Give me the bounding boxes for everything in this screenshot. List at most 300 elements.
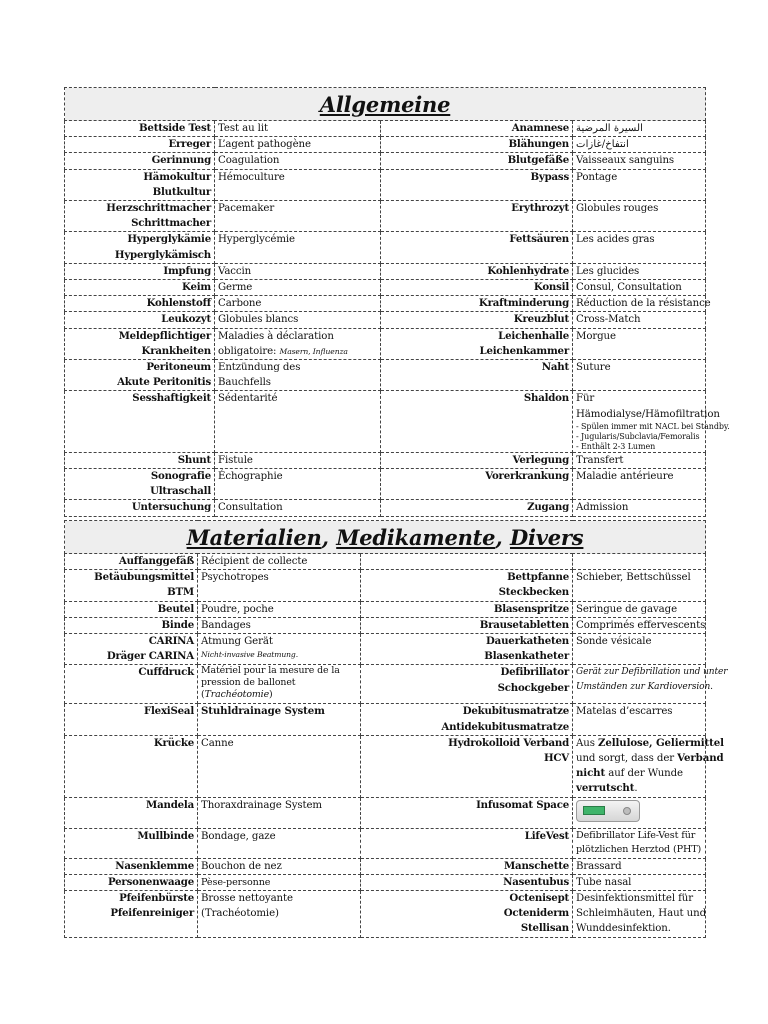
term-cell: [361, 665, 573, 704]
term-cell: [381, 280, 573, 296]
translation-text: Maladies à déclaration: [218, 330, 334, 342]
term-cell: [361, 601, 573, 617]
term-text: Infusomat Space: [476, 798, 569, 811]
section-title-row: [65, 88, 706, 121]
translation-text: Entzündung des: [218, 362, 301, 374]
term-cell: [361, 704, 573, 735]
term-text: Shaldon: [523, 392, 569, 405]
term-cell: [65, 312, 215, 328]
hcv-segment: Verband: [677, 752, 724, 765]
section-title: Allgemeine: [319, 91, 451, 117]
translation-cell: [573, 137, 706, 153]
shaldon-note: - Enthält 2-3 Lumen: [576, 441, 656, 451]
translation-text: Sédentarité: [218, 393, 278, 405]
glossary-row: [65, 500, 706, 516]
translation-text: Admission: [576, 502, 629, 514]
translation-cell: [573, 570, 706, 601]
translation-cell: [198, 704, 361, 735]
hcv-segment: Zellulose, Geliermittel: [598, 736, 724, 749]
term-text: Herzschrittmacher: [106, 202, 211, 215]
hcv-line: [576, 751, 724, 766]
translation-cell: [215, 296, 381, 312]
translation-cell: [573, 874, 706, 890]
term-cell: [361, 735, 573, 797]
translation-cell: [215, 328, 381, 359]
term-cell: [361, 570, 573, 601]
translation-cell: [215, 263, 381, 279]
translation-text: Les glucides: [576, 265, 640, 277]
term-text: Bypass: [530, 170, 569, 183]
translation-text: Transfert: [576, 454, 624, 466]
translation-text: Germe: [218, 282, 253, 294]
glossary-row: [65, 452, 706, 468]
term-text: Kohlenhydrate: [487, 264, 569, 277]
translation-text: Consul, Consultation: [576, 282, 682, 294]
translation-cell: [573, 634, 706, 665]
term-text: Antidekubitusmatratze: [441, 720, 569, 733]
term-text: Dekubitusmatratze: [462, 705, 569, 718]
translation-cell: [573, 169, 706, 200]
term-cell: [381, 121, 573, 137]
translation-cell: [215, 153, 381, 169]
term-cell: [361, 828, 573, 858]
glossary-row: [65, 828, 706, 858]
term-text: Betäubungsmittel: [94, 571, 194, 584]
translation-text: Thoraxdrainage System: [201, 799, 322, 811]
hcv-segment: auf der Wunde: [605, 768, 683, 780]
translation-text: Suture: [576, 362, 611, 374]
term-text: Binde: [161, 618, 194, 631]
translation-cell: [573, 735, 724, 797]
glossary-row: [65, 360, 706, 391]
pump-screen: [583, 806, 605, 815]
term-text: Erythrozyt: [511, 202, 569, 215]
glossary-row: [65, 296, 706, 312]
term-cell: [65, 665, 198, 704]
term-cell: [381, 263, 573, 279]
term-text: Verlegung: [512, 453, 569, 466]
translation-cell: [573, 328, 706, 359]
glossary-row: [65, 391, 706, 452]
translation-text: Comprimés effervescents: [576, 619, 706, 631]
translation-text: obligatoire: Masern, Influenza: [218, 345, 348, 357]
translation-cell: [215, 169, 381, 200]
translation-cell: [198, 665, 361, 704]
translation-cell: [573, 232, 706, 263]
translation-text: Test au lit: [218, 123, 268, 134]
glossary-row: [65, 858, 706, 874]
hcv-segment: Aus: [576, 737, 598, 749]
translation-text: Hämodialyse/Hämofiltration: [576, 408, 720, 420]
term-cell: [381, 232, 573, 263]
term-text: Schockgeber: [497, 681, 569, 694]
translation-cell: [573, 280, 706, 296]
term-text: Hyperglykämisch: [114, 248, 211, 261]
translation-cell: [198, 891, 361, 938]
translation-text: انتفاخ/غازات: [576, 139, 629, 151]
term-cell: [65, 121, 215, 137]
term-cell: [381, 328, 573, 359]
term-cell: [65, 469, 215, 500]
translation-text: Hémoculture: [218, 171, 285, 183]
term-text: Hämokultur: [143, 170, 211, 183]
translation-text: Matelas d’escarres: [576, 706, 673, 718]
glossary-row: [65, 704, 706, 735]
glossary-row: [65, 634, 706, 665]
translation-cell: [215, 312, 381, 328]
term-text: Impfung: [163, 264, 211, 277]
term-text: Nasenklemme: [115, 859, 194, 872]
translation-text: Carbone: [218, 298, 262, 310]
translation-cell: [573, 500, 706, 516]
term-cell: [65, 280, 215, 296]
term-text: Bettpfanne: [507, 571, 569, 584]
glossary-row: [65, 328, 706, 359]
term-cell: [65, 137, 215, 153]
translation-text: Cross-Match: [576, 314, 641, 326]
term-text: Naht: [541, 361, 569, 374]
translation-cell: [215, 500, 381, 516]
section-title-part: Divers: [509, 524, 584, 550]
translation-cell: [573, 360, 706, 391]
disease-examples-note: Masern, Influenza: [279, 346, 348, 356]
glossary-row: [65, 570, 706, 601]
glossary-row: [65, 469, 706, 500]
term-text: Blähungen: [508, 138, 569, 151]
translation-cell: [573, 263, 706, 279]
translation-text: Pontage: [576, 171, 618, 183]
glossary-row: [65, 665, 706, 704]
term-text: Blutkultur: [152, 185, 211, 198]
translation-text: Pacemaker: [218, 203, 275, 215]
translation-text: Globules rouges: [576, 203, 659, 215]
term-cell: [381, 201, 573, 232]
glossary-row: [65, 797, 706, 828]
translation-cell: [198, 735, 361, 797]
translation-text: Umständen zur Kardioversion.: [576, 682, 713, 693]
term-cell: [65, 391, 215, 452]
translation-cell: [573, 153, 706, 169]
term-text: Fettsäuren: [509, 233, 569, 246]
term-text: Manschette: [503, 859, 569, 872]
term-text: Gerinnung: [151, 154, 211, 167]
term-text: Brausetabletten: [479, 618, 569, 631]
translation-cell: [215, 469, 381, 500]
term-text: Anamnese: [511, 122, 569, 134]
translation-text: Morgue: [576, 330, 616, 342]
carina-note: Nicht-invasive Beatmung.: [201, 650, 299, 660]
translation-text: Vaccin: [218, 265, 252, 277]
term-cell: [361, 874, 573, 890]
translation-cell: [573, 858, 706, 874]
translation-text: Bauchfells: [218, 377, 271, 389]
section-title-sep: ,: [321, 524, 337, 550]
glossary-table-general: [64, 87, 730, 517]
term-cell: [381, 296, 573, 312]
translation-cell: [198, 634, 361, 665]
glossary-row: [65, 891, 706, 938]
term-text: Leichenkammer: [479, 344, 569, 357]
term-text: Hydrokolloid Verband: [448, 736, 569, 749]
term-text: FlexiSeal: [143, 705, 194, 718]
term-text: Sesshaftigkeit: [132, 392, 211, 405]
term-cell: [65, 328, 215, 359]
term-cell: [65, 232, 215, 263]
term-text: Personenwaage: [107, 875, 194, 888]
translation-text: Poudre, poche: [201, 603, 274, 615]
term-cell: [65, 874, 198, 890]
term-cell: [65, 617, 198, 633]
translation-cell: [215, 452, 381, 468]
term-cell: [65, 296, 215, 312]
translation-cell: [215, 232, 381, 263]
term-cell: [361, 634, 573, 665]
term-cell: [65, 169, 215, 200]
translation-text: plötzlichen Herztod (PHT): [576, 843, 702, 855]
translation-text: Schleimhäuten, Haut und: [576, 908, 707, 920]
translation-cell: [573, 601, 706, 617]
term-text: HCV: [543, 752, 569, 765]
term-text: Kohlenstoff: [146, 297, 211, 310]
translation-text: Bouchon de nez: [201, 860, 282, 872]
term-cell: [65, 500, 215, 516]
translation-text: Réduction de la résistance: [576, 298, 711, 310]
term-cell: [65, 828, 198, 858]
term-text: Stellisan: [520, 922, 569, 935]
term-text: Cuffdruck: [138, 666, 194, 679]
translation-text: Matériel pour la mesure de la: [201, 665, 340, 677]
glossary-row: [65, 554, 706, 570]
glossary-row: [65, 153, 706, 169]
translation-cell: [215, 280, 381, 296]
term-text: BTM: [167, 586, 194, 599]
term-text: Nasentubus: [503, 875, 569, 888]
translation-text: Tube nasal: [576, 876, 632, 888]
translation-cell: [573, 121, 706, 137]
term-cell: [361, 617, 573, 633]
pump-knob: [623, 807, 631, 815]
glossary-row: [65, 232, 706, 263]
term-text: Leichenhalle: [498, 329, 569, 342]
term-cell: [65, 601, 198, 617]
term-text: Blutgefäße: [507, 154, 569, 167]
hcv-segment: verrutscht: [576, 782, 635, 795]
translation-text: Für: [576, 393, 595, 405]
translation-cell: [198, 570, 361, 601]
term-text: Kraftminderung: [478, 297, 569, 310]
glossary-row: [65, 601, 706, 617]
term-cell: [65, 201, 215, 232]
term-cell: [381, 452, 573, 468]
translation-cell: [215, 360, 381, 391]
term-cell: [65, 452, 215, 468]
translation-cell: [198, 554, 361, 570]
term-text: Erreger: [168, 138, 211, 151]
cuff-note: Trachéotomie: [204, 689, 270, 701]
translation-text: Fistule: [218, 454, 253, 466]
translation-text: السيرة المرضية: [576, 123, 643, 134]
translation-text: (Trachéotomie): [201, 908, 279, 920]
term-cell: [381, 500, 573, 516]
term-text: Krankheiten: [141, 344, 211, 357]
term-text: Peritoneum: [146, 361, 211, 374]
term-cell: [65, 570, 198, 601]
term-cell: [65, 704, 198, 735]
translation-text: Échographie: [218, 471, 283, 483]
translation-text: Stuhldrainage System: [201, 705, 325, 718]
translation-text: Wunddesinfektion.: [576, 923, 671, 935]
translation-cell: [573, 704, 706, 735]
section-title-part: Medikamente: [336, 524, 496, 550]
term-text: Dauerkatheten: [486, 635, 569, 648]
glossary-table-materials: [64, 520, 728, 938]
hcv-line: [576, 766, 702, 781]
translation-text: Atmung Gerät: [201, 636, 273, 648]
term-text: Leukozyt: [161, 313, 211, 326]
term-text: LifeVest: [524, 829, 569, 842]
term-cell: [381, 391, 573, 452]
translation-text: Maladie antérieure: [576, 471, 674, 483]
term-text: Schrittmacher: [131, 217, 211, 230]
term-cell: [381, 137, 573, 153]
glossary-row: [65, 169, 706, 200]
translation-text: Récipient de collecte: [201, 556, 308, 567]
section-title-part: Materialien: [186, 524, 322, 550]
term-text: Konsil: [533, 281, 569, 294]
term-cell: [65, 634, 198, 665]
translation-text: Seringue de gavage: [576, 603, 678, 615]
term-text: Ultraschall: [150, 485, 211, 498]
translation-cell: [198, 797, 361, 828]
translation-cell: [198, 858, 361, 874]
section-title-sep: ,: [495, 524, 510, 550]
term-cell: [65, 554, 198, 570]
term-cell: [65, 263, 215, 279]
term-cell: [361, 858, 573, 874]
translation-text: Desinfektionsmittel für: [576, 893, 694, 905]
term-cell: [381, 469, 573, 500]
term-text: Defibrillator: [500, 666, 569, 679]
translation-text: Psychotropes: [201, 572, 269, 584]
translation-cell: [573, 201, 706, 232]
hcv-line: [576, 736, 724, 751]
hcv-segment: und sorgt, dass der: [576, 753, 678, 765]
glossary-row: [65, 874, 706, 890]
infusion-pump-icon: [576, 800, 640, 822]
translation-cell: [198, 874, 361, 890]
term-text: Beutel: [157, 602, 194, 615]
term-cell: [381, 312, 573, 328]
term-text: Zugang: [527, 501, 569, 514]
term-cell: [381, 360, 573, 391]
translation-cell: [215, 137, 381, 153]
term-text: Auffanggefäß: [118, 555, 194, 567]
translation-cell: [573, 312, 706, 328]
translation-cell: [573, 665, 728, 704]
term-cell: [381, 169, 573, 200]
term-text: Blasenspritze: [493, 602, 569, 615]
translation-text: Pèse-personne: [201, 876, 271, 888]
translation-cell: [198, 601, 361, 617]
term-text: Vorerkrankung: [485, 470, 569, 483]
hcv-line: [576, 781, 702, 796]
term-cell: [381, 153, 573, 169]
term-text: CARINA: [148, 635, 194, 648]
term-text: Dräger CARINA: [106, 650, 194, 663]
term-text: Octeniderm: [503, 907, 569, 920]
section-title-row: [65, 521, 706, 554]
term-text: Kreuzblut: [513, 313, 569, 326]
translation-text: Sonde vésicale: [576, 636, 652, 648]
translation-cell: [573, 391, 730, 452]
translation-text: Vaisseaux sanguins: [576, 155, 675, 167]
translation-cell: [573, 828, 706, 858]
glossary-row: [65, 137, 706, 153]
translation-cell: [573, 296, 711, 312]
translation-cell: [573, 891, 706, 938]
translation-text: Coagulation: [218, 155, 280, 167]
hcv-segment: .: [634, 783, 638, 795]
term-text: Krücke: [153, 736, 194, 749]
term-text: Mullbinde: [137, 829, 194, 842]
term-cell: [65, 735, 198, 797]
translation-text: Gerät zur Defibrillation und unter: [576, 667, 728, 678]
translation-text: Brosse nettoyante: [201, 893, 293, 905]
term-cell: [65, 891, 198, 938]
glossary-row: [65, 735, 706, 797]
term-text: Octenisept: [509, 892, 569, 905]
translation-cell: [215, 201, 381, 232]
translation-cell: [198, 828, 361, 858]
translation-text: Canne: [201, 737, 234, 749]
translation-cell: [198, 617, 361, 633]
term-cell: [361, 891, 573, 938]
term-text: Akute Peritonitis: [117, 376, 211, 389]
translation-text: Schieber, Bettschüssel: [576, 572, 691, 584]
translation-text: Bondage, gaze: [201, 830, 276, 842]
term-text: Keim: [182, 281, 211, 294]
term-text: Hyperglykämie: [127, 233, 211, 246]
glossary-row: [65, 201, 706, 232]
translation-text: Bandages: [201, 619, 251, 631]
term-cell: [65, 153, 215, 169]
term-text: Meldepflichtiger: [118, 329, 211, 342]
glossary-row: [65, 121, 706, 137]
term-cell: [361, 797, 573, 828]
translation-text: Hyperglycémie: [218, 234, 295, 246]
translation-cell: [573, 554, 706, 570]
term-cell: [65, 360, 215, 391]
translation-cell: [573, 617, 706, 633]
term-text: Untersuchung: [131, 501, 211, 514]
term-text: Sonografie: [150, 470, 211, 483]
translation-text: pression de ballonet: [201, 677, 296, 689]
term-text: Bettside Test: [139, 122, 211, 134]
term-text: Mandela: [146, 798, 194, 811]
term-text: Pfeifenbürste: [119, 892, 194, 905]
term-text: Shunt: [177, 453, 211, 466]
term-cell: [65, 797, 198, 828]
term-text: Pfeifenreiniger: [110, 907, 194, 920]
translation-cell: [215, 391, 381, 452]
translation-text: Les acides gras: [576, 234, 655, 246]
term-text: Steckbecken: [498, 586, 569, 599]
translation-text: Consultation: [218, 502, 283, 514]
glossary-row: [65, 263, 706, 279]
glossary-row: [65, 617, 706, 633]
translation-text: Brassard: [576, 860, 622, 872]
term-text: Blasenkatheter: [484, 650, 569, 663]
